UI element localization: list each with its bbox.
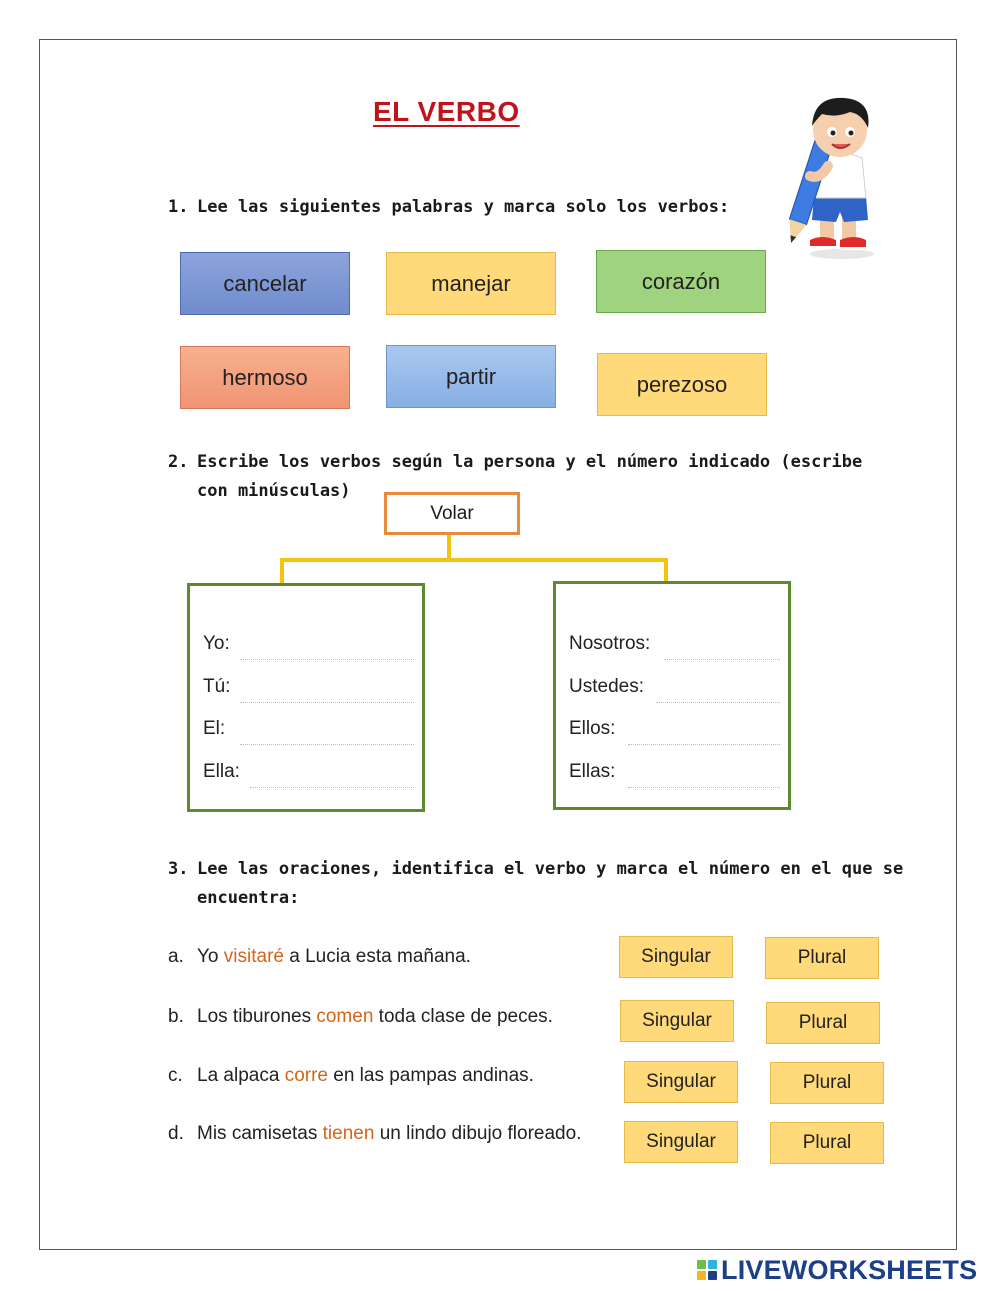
- question-2-text-line2: con minúsculas): [197, 481, 351, 501]
- brand-name: LIVEWORKSHEETS: [721, 1254, 978, 1285]
- sentence-verb: visitaré: [223, 946, 284, 967]
- choice-singular-b[interactable]: Singular: [620, 1000, 734, 1042]
- sentence-text-before: Mis camisetas: [197, 1123, 323, 1144]
- question-3-text-line1: Lee las oraciones, identifica el verbo y marca el número en el que se: [197, 859, 904, 879]
- person-label-nosotros: Nosotros:: [569, 633, 651, 654]
- connector-right-drop: [664, 558, 668, 581]
- sentence-verb: tienen: [322, 1123, 375, 1144]
- sentence-verb: comen: [316, 1006, 374, 1027]
- word-option-cancelar[interactable]: cancelar: [180, 252, 350, 315]
- sentence-letter: c.: [168, 1065, 183, 1086]
- verb-root-box: Volar: [384, 492, 520, 535]
- choice-plural-c[interactable]: Plural: [770, 1062, 884, 1104]
- sentence-d: [168, 1123, 581, 1145]
- sentence-text-before: Los tiburones: [197, 1006, 317, 1027]
- person-label-ella: Ella:: [203, 761, 240, 782]
- word-option-manejar[interactable]: manejar: [386, 252, 556, 315]
- answer-input-ellos[interactable]: [628, 716, 780, 745]
- singular-persons-box: [187, 583, 425, 812]
- word-option-partir[interactable]: partir: [386, 345, 556, 408]
- choice-singular-d[interactable]: Singular: [624, 1121, 738, 1163]
- sentence-text-after: a Lucia esta mañana.: [283, 946, 471, 967]
- word-option-corazon[interactable]: corazón: [596, 250, 766, 313]
- sentence-verb: corre: [284, 1065, 328, 1086]
- answer-input-el[interactable]: [240, 716, 414, 745]
- answer-input-tu[interactable]: [240, 674, 414, 703]
- person-label-ellas: Ellas:: [569, 761, 616, 782]
- sentence-text-before: La alpaca: [197, 1065, 285, 1086]
- boy-with-pencil-illustration: [770, 88, 880, 260]
- word-option-perezoso[interactable]: perezoso: [597, 353, 767, 416]
- choice-singular-a[interactable]: Singular: [619, 936, 733, 978]
- connector-horizontal: [280, 558, 668, 562]
- sentence-a: [168, 946, 471, 968]
- answer-input-ustedes[interactable]: [656, 674, 780, 703]
- sentence-text-after: un lindo dibujo floreado.: [374, 1123, 582, 1144]
- question-1-text: Lee las siguientes palabras y marca solo los verbos:: [197, 197, 730, 217]
- answer-input-ellas[interactable]: [628, 759, 780, 788]
- answer-input-ella[interactable]: [250, 759, 414, 788]
- answer-input-yo[interactable]: [240, 631, 414, 660]
- person-label-ellos: Ellos:: [569, 718, 616, 739]
- choice-plural-d[interactable]: Plural: [770, 1122, 884, 1164]
- liveworksheets-logo: [697, 1255, 977, 1285]
- question-1-number: 1.: [168, 197, 189, 217]
- sentence-letter: b.: [168, 1006, 184, 1027]
- question-2-text-line1: Escribe los verbos según la persona y el número indicado (escribe: [197, 452, 863, 472]
- choice-singular-c[interactable]: Singular: [624, 1061, 738, 1103]
- person-label-el: El:: [203, 718, 226, 739]
- sentence-b: [168, 1006, 553, 1028]
- answer-input-nosotros[interactable]: [664, 631, 780, 660]
- word-option-hermoso[interactable]: hermoso: [180, 346, 350, 409]
- person-label-yo: Yo:: [203, 633, 230, 654]
- person-label-ustedes: Ustedes:: [569, 676, 644, 697]
- person-label-tu: Tú:: [203, 676, 231, 697]
- sentence-c: [168, 1065, 534, 1087]
- question-2-number: 2.: [168, 452, 189, 472]
- sentence-text-after: toda clase de peces.: [373, 1006, 553, 1027]
- question-3-text-line2: encuentra:: [197, 888, 300, 908]
- sentence-text-after: en las pampas andinas.: [327, 1065, 534, 1086]
- sentence-letter: a.: [168, 946, 184, 967]
- plural-persons-box: [553, 581, 791, 810]
- choice-plural-b[interactable]: Plural: [766, 1002, 880, 1044]
- logo-squares-icon: [697, 1260, 717, 1280]
- sentence-letter: d.: [168, 1123, 184, 1144]
- question-1: [168, 193, 729, 222]
- page-title: EL VERBO: [373, 96, 520, 127]
- choice-plural-a[interactable]: Plural: [765, 937, 879, 979]
- question-3: [168, 855, 903, 913]
- question-3-number: 3.: [168, 859, 189, 879]
- connector-vertical-root: [447, 535, 451, 560]
- sentence-text-before: Yo: [197, 946, 224, 967]
- connector-left-drop: [280, 558, 284, 583]
